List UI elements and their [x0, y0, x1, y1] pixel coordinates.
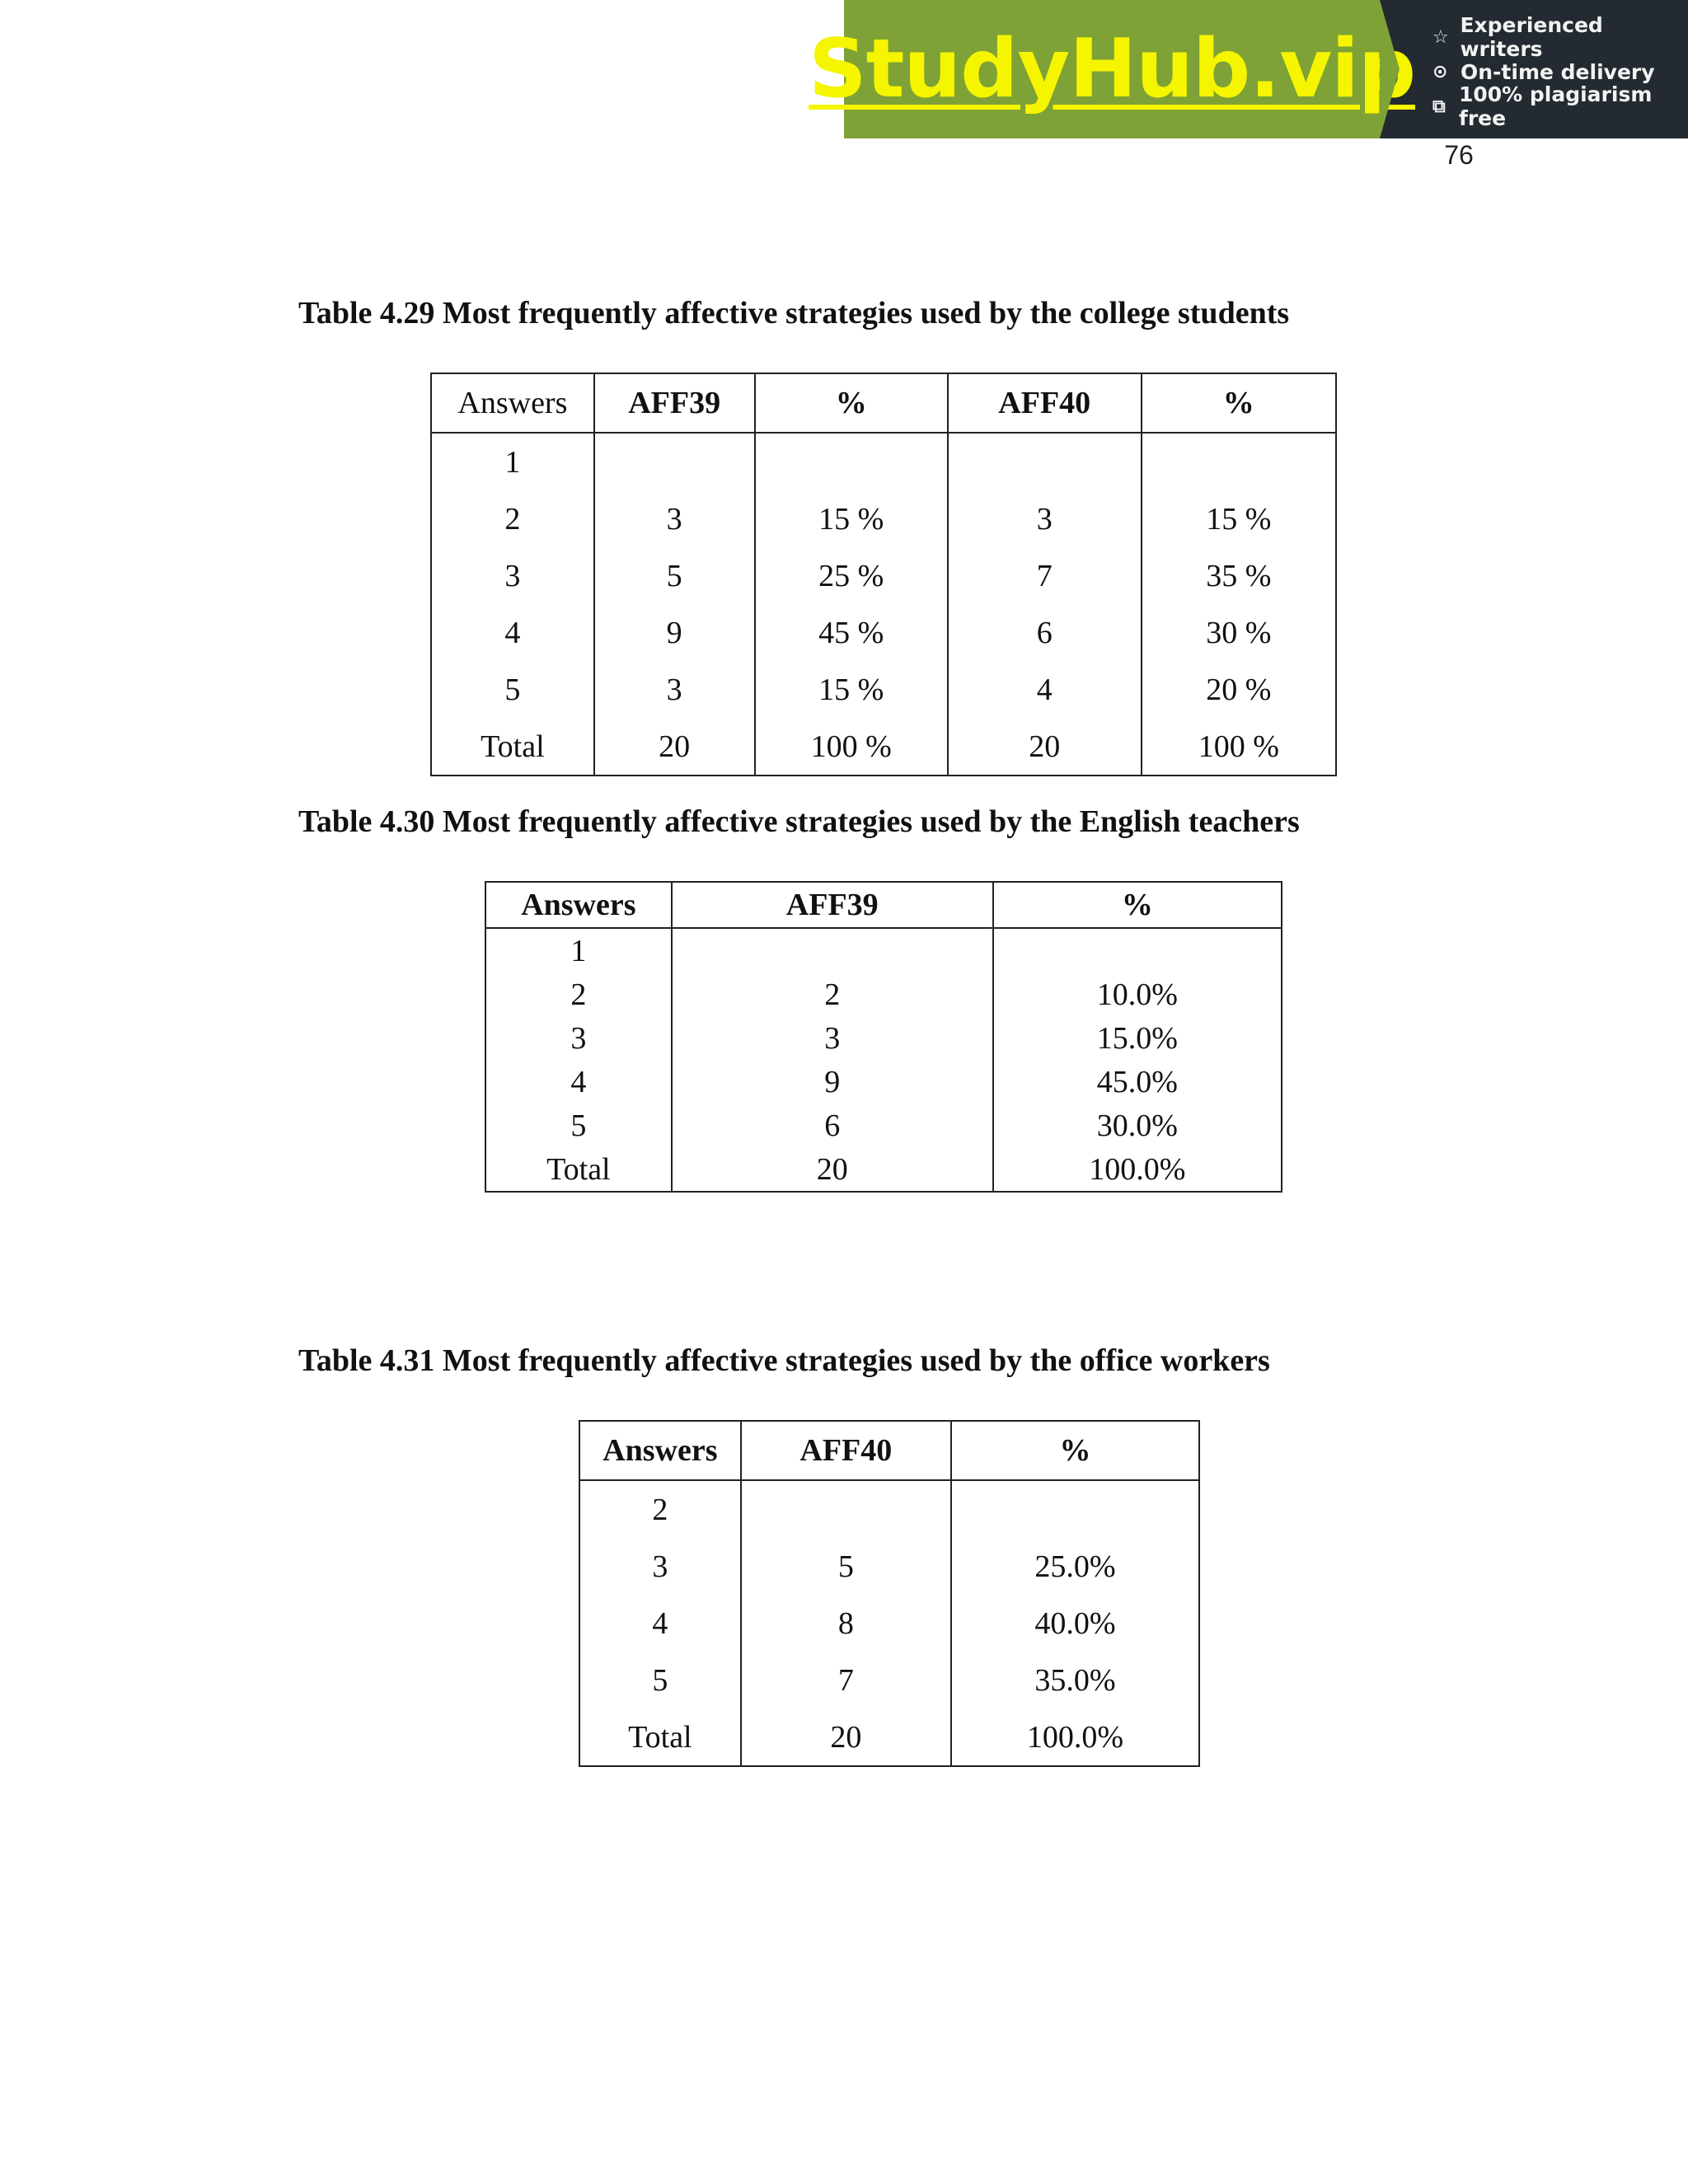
studyhub-logo: StudyHub.vip [809, 22, 1416, 116]
cell: 35.0% [951, 1652, 1199, 1708]
cell: Total [431, 718, 594, 776]
table-row-total [485, 1147, 1282, 1192]
cell: 40.0% [951, 1595, 1199, 1652]
col-header-aff40: AFF40 [741, 1421, 951, 1480]
cell: 30 % [1142, 604, 1336, 661]
cell: 10.0% [993, 972, 1282, 1016]
studyhub-banner[interactable] [809, 0, 1688, 138]
table-english-teachers [485, 881, 1282, 1193]
cell: 15.0% [993, 1016, 1282, 1060]
table-row [579, 1652, 1199, 1708]
cell: 3 [672, 1016, 993, 1060]
feature-plagiarism-free [1432, 82, 1688, 130]
cell: 2 [485, 972, 672, 1016]
cell [755, 433, 948, 490]
cell: 45 % [755, 604, 948, 661]
cell: 3 [594, 490, 755, 547]
cell: 100.0% [951, 1708, 1199, 1766]
cell: 1 [485, 928, 672, 972]
col-header-aff39: AFF39 [672, 882, 993, 928]
feature-label: 100% plagiarism free [1458, 82, 1653, 130]
cell: 3 [485, 1016, 672, 1060]
cell: 6 [672, 1104, 993, 1147]
cell: 15 % [755, 490, 948, 547]
cell: 4 [579, 1595, 741, 1652]
cell: 25.0% [951, 1538, 1199, 1595]
cell: 9 [672, 1060, 993, 1104]
cell: 5 [431, 661, 594, 718]
table-row [431, 604, 1336, 661]
cell: 45.0% [993, 1060, 1282, 1104]
cell: Total [485, 1147, 672, 1192]
cell: 5 [579, 1652, 741, 1708]
cell: 4 [431, 604, 594, 661]
cell: 9 [594, 604, 755, 661]
cell: 2 [672, 972, 993, 1016]
table-row [431, 661, 1336, 718]
cell [594, 433, 755, 490]
table-row [485, 1060, 1282, 1104]
cell: 2 [579, 1480, 741, 1538]
cell: 20 % [1142, 661, 1336, 718]
cell: 100.0% [993, 1147, 1282, 1192]
col-header-answers: Answers [485, 882, 672, 928]
banner-features [1380, 0, 1688, 138]
table-row [579, 1480, 1199, 1538]
cell: 20 [594, 718, 755, 776]
cell: 6 [948, 604, 1142, 661]
cell [951, 1480, 1199, 1538]
col-header-aff39: AFF39 [594, 373, 755, 433]
cell [993, 928, 1282, 972]
table-row [485, 928, 1282, 972]
table3-caption: Table 4.31 Most frequently affective strategies used by the office workers [298, 1343, 1270, 1378]
cell: 3 [948, 490, 1142, 547]
table-row-total [431, 718, 1336, 776]
cell: 7 [741, 1652, 951, 1708]
feature-label: On-time delivery [1461, 59, 1655, 84]
star-icon: ☆ [1432, 26, 1449, 48]
cell: 2 [431, 490, 594, 547]
table-college-students [430, 373, 1337, 776]
cell [948, 433, 1142, 490]
col-header-percent: % [755, 373, 948, 433]
col-header-percent: % [951, 1421, 1199, 1480]
cell: 4 [948, 661, 1142, 718]
page-number: 76 [1444, 140, 1474, 170]
cell: 5 [741, 1538, 951, 1595]
cell: 20 [741, 1708, 951, 1766]
cell: 20 [948, 718, 1142, 776]
cell: 7 [948, 547, 1142, 604]
cell: 3 [579, 1538, 741, 1595]
cell: Total [579, 1708, 741, 1766]
col-header-answers: Answers [579, 1421, 741, 1480]
col-header-percent: % [1142, 373, 1336, 433]
table1-caption: Table 4.29 Most frequently affective strategies used by the college students [298, 296, 1290, 330]
table-office-workers [579, 1420, 1200, 1767]
table-row [431, 490, 1336, 547]
table-header-row [485, 882, 1282, 928]
cell: 100 % [755, 718, 948, 776]
cell: 35 % [1142, 547, 1336, 604]
table-header-row [579, 1421, 1199, 1480]
cell: 1 [431, 433, 594, 490]
cell [672, 928, 993, 972]
cell: 3 [594, 661, 755, 718]
cell: 30.0% [993, 1104, 1282, 1147]
banner-logo-area [809, 0, 1416, 138]
cell [741, 1480, 951, 1538]
cell: 5 [485, 1104, 672, 1147]
table-row-total [579, 1708, 1199, 1766]
cell: 3 [431, 547, 594, 604]
col-header-aff40: AFF40 [948, 373, 1142, 433]
col-header-percent: % [993, 882, 1282, 928]
cell [1142, 433, 1336, 490]
feature-experienced-writers [1432, 13, 1688, 61]
table-row [579, 1595, 1199, 1652]
cell: 25 % [755, 547, 948, 604]
table-row [579, 1538, 1199, 1595]
cell: 100 % [1142, 718, 1336, 776]
cell: 15 % [1142, 490, 1336, 547]
table-row [485, 1104, 1282, 1147]
table-header-row [431, 373, 1336, 433]
table2-caption: Table 4.30 Most frequently affective strategies used by the English teachers [298, 804, 1300, 839]
table-row [431, 433, 1336, 490]
cell: 15 % [755, 661, 948, 718]
copy-check-icon: ⧉ [1432, 96, 1446, 117]
cell: 4 [485, 1060, 672, 1104]
cell: 8 [741, 1595, 951, 1652]
table-row [431, 547, 1336, 604]
cell: 5 [594, 547, 755, 604]
table-row [485, 972, 1282, 1016]
table-row [485, 1016, 1282, 1060]
cell: 20 [672, 1147, 993, 1192]
feature-label: Experienced writers [1460, 13, 1603, 61]
clock-icon: ⊙ [1432, 61, 1448, 82]
col-header-answers: Answers [431, 373, 594, 433]
